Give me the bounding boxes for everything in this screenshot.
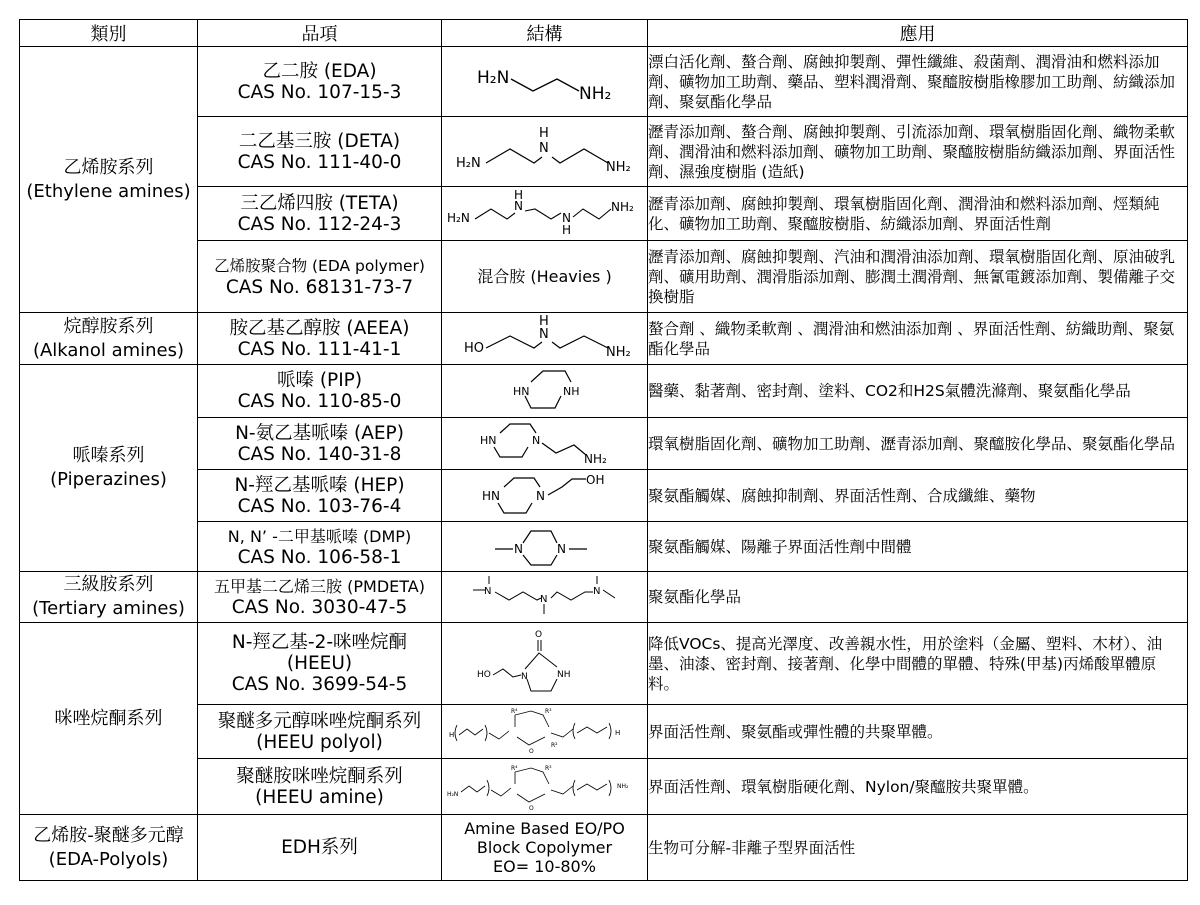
svg-text:NH₂: NH₂: [578, 83, 611, 104]
category-piperazines: 哌嗪系列 (Piperazines): [20, 365, 198, 572]
svg-text:NH₂: NH₂: [605, 344, 631, 360]
structure-dmp: [442, 522, 648, 572]
table-row: [20, 313, 1188, 365]
svg-text:R³: R³: [544, 707, 552, 715]
application-heeu-amine: 界面活性劑、環氧樹脂硬化劑、Nylon/聚醯胺共聚單體。: [648, 759, 1188, 815]
svg-text:O: O: [528, 804, 534, 812]
svg-text:N: N: [539, 594, 547, 605]
item-eda: 乙二胺 (EDA) CAS No. 107-15-3: [198, 47, 442, 117]
application-heeu-polyol: 界面活性劑、聚氨酯或彈性體的共聚單體。: [648, 705, 1188, 759]
svg-text:N: N: [592, 586, 600, 597]
svg-text:HO: HO: [463, 340, 484, 356]
header-application: 應用: [648, 20, 1188, 47]
application-pip: 醫藥、黏著劑、密封劑、塗料、CO2和H2S氣體洗滌劑、聚氨酯化學品: [648, 365, 1188, 418]
svg-text:N: N: [513, 198, 523, 213]
product-table: [19, 19, 1188, 881]
deta-structure-icon: [450, 121, 640, 183]
svg-text:NH₂: NH₂: [583, 451, 607, 466]
svg-text:H: H: [614, 728, 620, 737]
item-heeu: N-羥乙基-2-咪唑烷酮 (HEEU) CAS No. 3699-54-5: [198, 623, 442, 705]
pmdeta-structure-icon: [465, 572, 625, 622]
svg-text:HO: HO: [476, 669, 491, 680]
header-category: 類別: [20, 20, 198, 47]
item-dmp: N, N’ -二甲基哌嗪 (DMP) CAS No. 106-58-1: [198, 522, 442, 572]
item-aep: N-氨乙基哌嗪 (AEP) CAS No. 140-31-8: [198, 418, 442, 470]
structure-hep: [442, 470, 648, 522]
item-pmdeta: 五甲基二乙烯三胺 (PMDETA) CAS No. 3030-47-5: [198, 572, 442, 623]
svg-text:H: H: [513, 188, 523, 202]
svg-text:H₂N: H₂N: [476, 67, 509, 88]
svg-text:H₂N: H₂N: [446, 790, 458, 798]
application-heeu: 降低VOCs、提高光澤度、改善親水性，用於塗料（金屬、塑料、木材）、油墨、油漆、密封劑、接著劑、化學中間體的單體、特殊(甲基)丙烯酸單體原料。: [648, 623, 1188, 705]
svg-text:NH: NH: [556, 669, 570, 680]
svg-text:NH₂: NH₂: [616, 782, 628, 790]
svg-text:H: H: [538, 313, 549, 329]
application-teta: 瀝青添加劑、腐蝕抑製劑、環氧樹脂固化劑、潤滑油和燃料添加劑、烴類純化、礦物加工助劑、聚醯胺樹脂、紡織添加劑、界面活性劑: [648, 187, 1188, 241]
aeea-structure-icon: [450, 314, 640, 364]
category-alkanol-amines: 烷醇胺系列 (Alkanol amines): [20, 313, 198, 365]
application-hep: 聚氨酯觸媒、腐蝕抑制劑、界面活性劑、合成纖維、藥物: [648, 470, 1188, 522]
table-row: [20, 572, 1188, 623]
item-edh: EDH系列: [198, 815, 442, 881]
structure-aeea: [442, 313, 648, 365]
structure-heeu: [442, 623, 648, 705]
table-row: [20, 815, 1188, 881]
svg-text:NH₂: NH₂: [610, 199, 634, 214]
heeu-structure-icon: [465, 625, 625, 703]
heeu-amine-structure-icon: [445, 762, 645, 812]
svg-text:N: N: [531, 433, 540, 447]
category-ethylene-amines: 乙烯胺系列 (Ethylene amines): [20, 47, 198, 313]
svg-text:R⁴: R⁴: [510, 764, 518, 772]
item-heeu-polyol: 聚醚多元醇咪唑烷酮系列 (HEEU polyol): [198, 705, 442, 759]
svg-text:R³: R³: [544, 764, 552, 772]
item-hep: N-羥乙基哌嗪 (HEP) CAS No. 103-76-4: [198, 470, 442, 522]
header-row: [20, 20, 1188, 47]
svg-text:OH: OH: [585, 472, 604, 487]
category-tertiary-amines: 三級胺系列 (Tertiary amines): [20, 572, 198, 623]
eda-structure-icon: [465, 57, 625, 107]
item-teta: 三乙烯四胺 (TETA) CAS No. 112-24-3: [198, 187, 442, 241]
svg-text:N: N: [538, 140, 549, 156]
item-aeea: 胺乙基乙醇胺 (AEEA) CAS No. 111-41-1: [198, 313, 442, 365]
svg-text:O: O: [528, 747, 534, 755]
pip-structure-icon: [485, 366, 605, 416]
svg-text:H₂N: H₂N: [455, 155, 481, 171]
header-item: 品項: [198, 20, 442, 47]
item-deta: 二乙基三胺 (DETA) CAS No. 111-40-0: [198, 117, 442, 187]
structure-aep: [442, 418, 648, 470]
svg-text:HN: HN: [481, 488, 500, 503]
structure-heavies: 混合胺 (Heavies ): [442, 241, 648, 313]
application-dmp: 聚氨酯觸媒、陽離子界面活性劑中間體: [648, 522, 1188, 572]
svg-text:HN: HN: [512, 385, 529, 398]
hep-structure-icon: [470, 471, 620, 521]
structure-eda: [442, 47, 648, 117]
structure-edh: Amine Based EO/PO Block Copolymer EO= 10-80%: [442, 815, 648, 881]
svg-text:H: H: [448, 730, 454, 739]
header-structure: 結構: [442, 20, 648, 47]
svg-text:HN: HN: [479, 433, 496, 447]
teta-structure-icon: [445, 189, 645, 239]
svg-text:N: N: [513, 541, 523, 556]
aep-structure-icon: [470, 419, 620, 469]
heeu-polyol-structure-icon: [445, 707, 645, 757]
svg-text:NH: NH: [562, 385, 579, 398]
application-deta: 瀝青添加劑、螯合劑、腐蝕抑製劑、引流添加劑、環氧樹脂固化劑、織物柔軟劑、潤滑油和燃料添加劑、礦物加工助劑、聚醯胺樹脂紡織添加劑、界面活性劑、濕強度樹脂 (造紙): [648, 117, 1188, 187]
svg-text:H₂N: H₂N: [446, 210, 470, 225]
category-eda-polyols: 乙烯胺-聚醚多元醇 (EDA-Polyols): [20, 815, 198, 881]
svg-text:H: H: [561, 222, 571, 237]
svg-text:N: N: [561, 210, 571, 225]
item-eda-polymer: 乙烯胺聚合物 (EDA polymer) CAS No. 68131-73-7: [198, 241, 442, 313]
structure-deta: [442, 117, 648, 187]
item-heeu-amine: 聚醚胺咪唑烷酮系列 (HEEU amine): [198, 759, 442, 815]
svg-text:R²: R²: [550, 741, 558, 749]
application-eda-polymer: 瀝青添加劑、腐蝕抑製劑、汽油和潤滑油添加劑、環氧樹脂固化劑、原油破乳劑、礦用助劑、潤滑脂添加劑、膨潤土潤滑劑、無氰電鍍添加劑、製備離子交換樹脂: [648, 241, 1188, 313]
application-edh: 生物可分解-非離子型界面活性: [648, 815, 1188, 881]
table-row: [20, 365, 1188, 418]
structure-pmdeta: [442, 572, 648, 623]
application-aeea: 螯合劑 、織物柔軟劑 、潤滑油和燃油添加劑 、界面活性劑、紡織助劑、聚氨酯化學品: [648, 313, 1188, 365]
structure-heeu-amine: [442, 759, 648, 815]
svg-text:N: N: [520, 671, 528, 682]
table-row: [20, 47, 1188, 117]
structure-teta: [442, 187, 648, 241]
item-pip: 哌嗪 (PIP) CAS No. 110-85-0: [198, 365, 442, 418]
svg-text:O: O: [534, 629, 542, 640]
svg-text:H: H: [538, 125, 549, 141]
structure-heeu-polyol: [442, 705, 648, 759]
category-imidazolidinones: 咪唑烷酮系列: [20, 623, 198, 815]
application-pmdeta: 聚氨酯化學品: [648, 572, 1188, 623]
svg-text:N: N: [535, 488, 545, 503]
svg-text:N: N: [556, 541, 566, 556]
svg-text:N: N: [538, 326, 549, 342]
svg-text:R⁴: R⁴: [510, 707, 518, 715]
svg-text:N: N: [483, 586, 491, 597]
svg-text:NH₂: NH₂: [605, 159, 631, 175]
application-eda: 漂白活化劑、螯合劑、腐蝕抑製劑、彈性纖維、殺菌劑、潤滑油和燃料添加劑、礦物加工助劑、藥品、塑料潤滑劑、聚醯胺樹脂橡膠加工助劑、紡織添加劑、聚氨酯化學品: [648, 47, 1188, 117]
dmp-structure-icon: [485, 523, 605, 571]
application-aep: 環氧樹脂固化劑、礦物加工助劑、瀝青添加劑、聚醯胺化學品、聚氨酯化學品: [648, 418, 1188, 470]
structure-pip: [442, 365, 648, 418]
table-row: [20, 623, 1188, 705]
